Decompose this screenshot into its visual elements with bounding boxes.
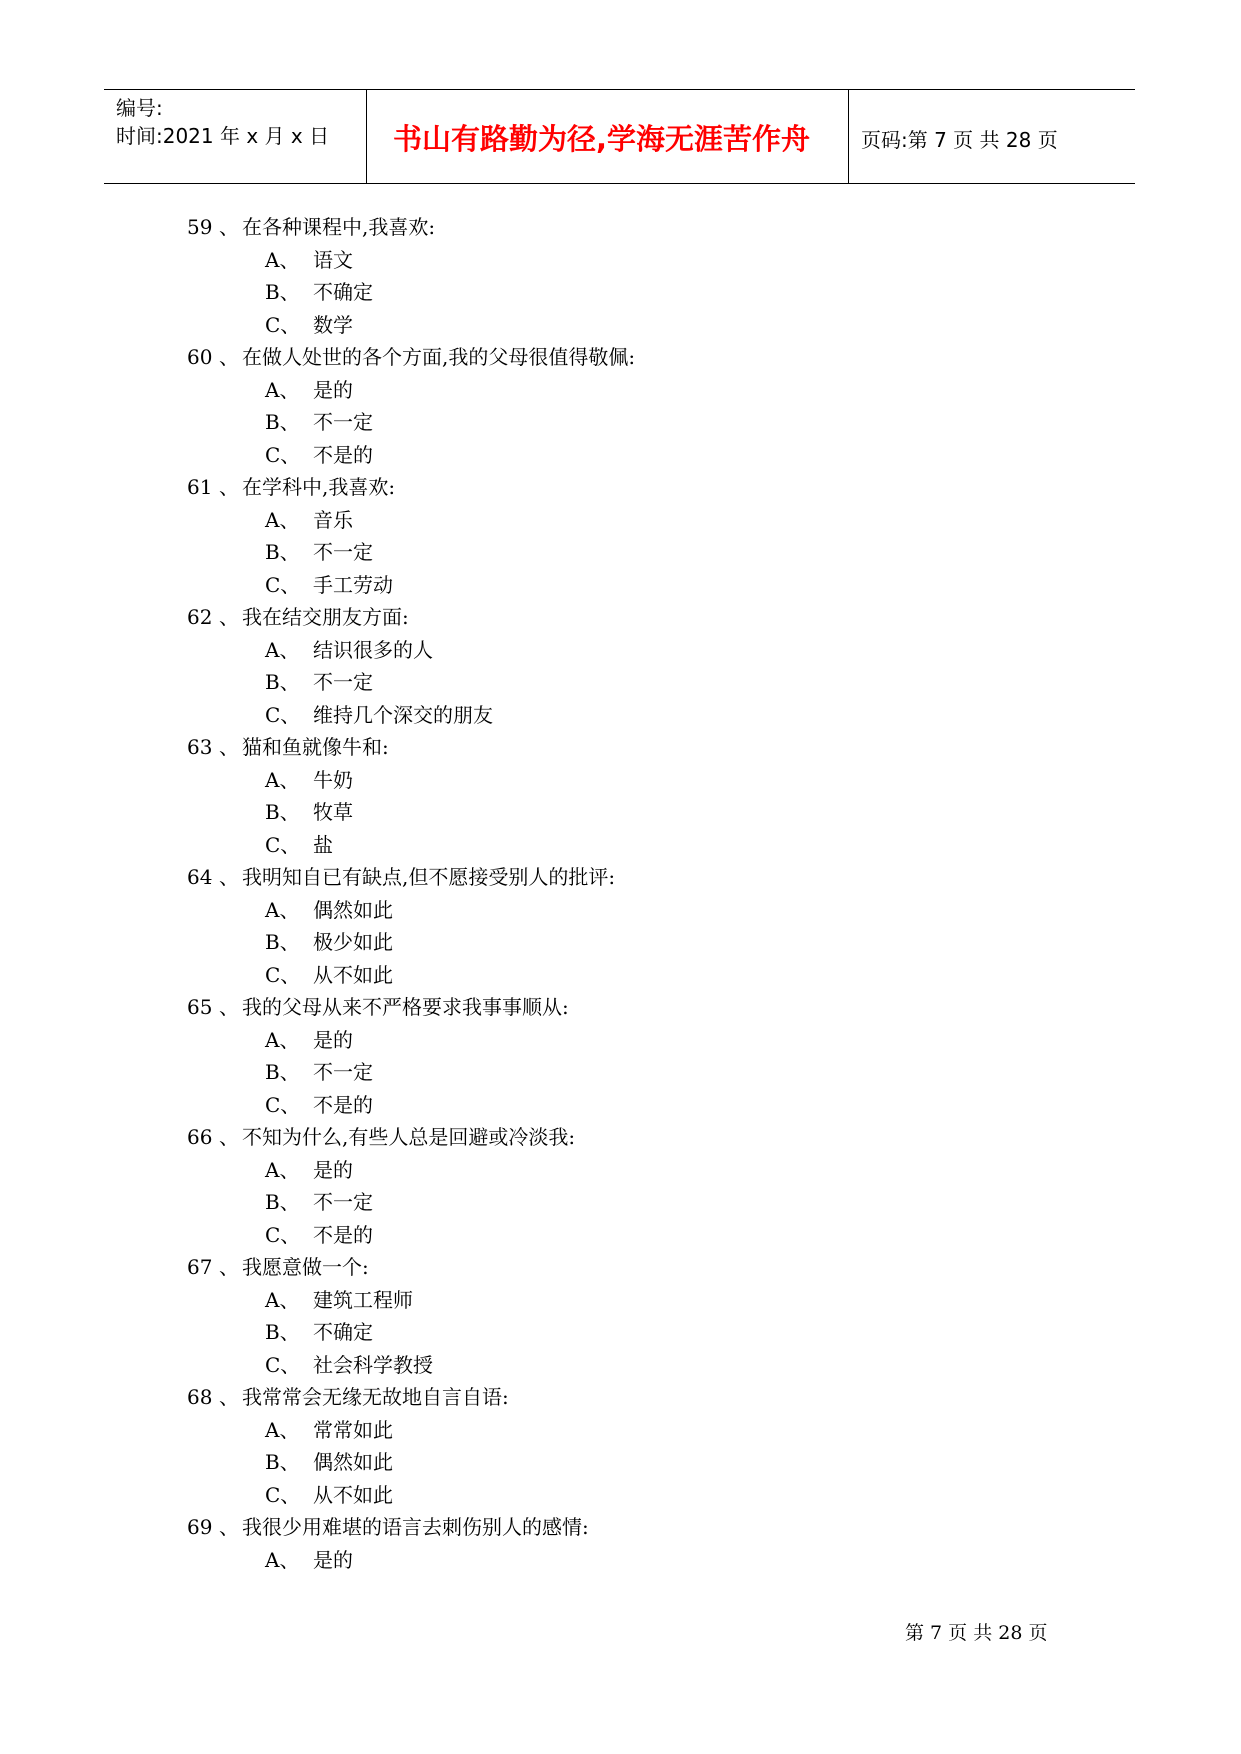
option-label: A、 [265, 897, 300, 922]
option-text: 是的 [313, 1547, 353, 1572]
question-item [187, 1511, 1087, 1576]
answer-option[interactable] [187, 244, 1087, 277]
question-number: 61 [187, 475, 213, 499]
option-label: B、 [265, 410, 300, 434]
question-text: 我明知自已有缺点,但不愿接受别人的批评: [242, 865, 616, 889]
option-label: C、 [265, 1482, 301, 1507]
question-item [187, 601, 1087, 731]
option-text: 偶然如此 [313, 897, 393, 922]
option-text: 建筑工程师 [313, 1287, 413, 1312]
question-text: 我很少用难堪的语言去刺伤别人的感情: [242, 1515, 589, 1539]
motto-text: 书山有路勤为径,学海无涯苦作舟 [393, 122, 811, 156]
question-line [187, 1251, 1087, 1284]
option-label: B、 [265, 1450, 300, 1474]
option-label: B、 [265, 800, 300, 824]
question-item [187, 471, 1087, 601]
question-text: 不知为什么,有些人总是回避或冷淡我: [242, 1125, 576, 1149]
question-line [187, 471, 1087, 504]
answer-option[interactable] [187, 829, 1087, 862]
answer-option[interactable] [187, 1414, 1087, 1447]
question-item [187, 1251, 1087, 1381]
option-text: 不一定 [313, 410, 373, 434]
question-number: 59 [187, 215, 213, 239]
option-label: A、 [265, 507, 300, 532]
question-separator: 、 [219, 345, 239, 369]
answer-option[interactable] [187, 1056, 1087, 1089]
option-label: A、 [265, 247, 300, 272]
option-text: 牧草 [313, 800, 353, 824]
option-label: B、 [265, 280, 300, 304]
option-label: B、 [265, 1320, 300, 1344]
question-text: 我愿意做一个: [242, 1255, 369, 1279]
option-label: C、 [265, 1092, 301, 1117]
option-text: 维持几个深交的朋友 [313, 702, 493, 727]
question-text: 我在结交朋友方面: [242, 605, 409, 629]
question-text: 在各种课程中,我喜欢: [242, 215, 436, 239]
answer-option[interactable] [187, 406, 1087, 439]
answer-option[interactable] [187, 1316, 1087, 1349]
option-label: B、 [265, 1190, 300, 1214]
question-separator: 、 [219, 735, 239, 759]
answer-option[interactable] [187, 1446, 1087, 1479]
question-separator: 、 [219, 1385, 239, 1409]
option-text: 不是的 [313, 1092, 373, 1117]
answer-option[interactable] [187, 1219, 1087, 1252]
question-number: 64 [187, 865, 213, 889]
option-text: 不是的 [313, 442, 373, 467]
option-text: 盐 [313, 832, 333, 857]
question-line [187, 861, 1087, 894]
option-text: 从不如此 [313, 1482, 393, 1507]
option-text: 是的 [313, 1157, 353, 1182]
option-label: A、 [265, 1547, 300, 1572]
answer-option[interactable] [187, 374, 1087, 407]
answer-option[interactable] [187, 699, 1087, 732]
answer-option[interactable] [187, 439, 1087, 472]
question-number: 69 [187, 1515, 213, 1539]
answer-option[interactable] [187, 1349, 1087, 1382]
option-label: C、 [265, 572, 301, 597]
answer-option[interactable] [187, 1479, 1087, 1512]
page-header [104, 89, 1135, 184]
question-line [187, 991, 1087, 1024]
answer-option[interactable] [187, 309, 1087, 342]
answer-option[interactable] [187, 1284, 1087, 1317]
option-text: 不一定 [313, 540, 373, 564]
option-text: 数学 [313, 312, 353, 337]
answer-option[interactable] [187, 764, 1087, 797]
question-text: 猫和鱼就像牛和: [242, 735, 389, 759]
option-text: 不确定 [313, 280, 373, 304]
answer-option[interactable] [187, 569, 1087, 602]
page-footer: 第 7 页 共 28 页 [905, 1622, 1048, 1644]
option-text: 常常如此 [313, 1417, 393, 1442]
option-label: B、 [265, 930, 300, 954]
option-text: 是的 [313, 377, 353, 402]
question-text: 我的父母从来不严格要求我事事顺从: [242, 995, 569, 1019]
answer-option[interactable] [187, 666, 1087, 699]
question-separator: 、 [219, 215, 239, 239]
question-list [187, 211, 1087, 1576]
answer-option[interactable] [187, 276, 1087, 309]
question-separator: 、 [219, 865, 239, 889]
option-text: 手工劳动 [313, 572, 393, 597]
option-text: 不一定 [313, 1060, 373, 1084]
option-label: C、 [265, 442, 301, 467]
question-separator: 、 [219, 1125, 239, 1149]
option-text: 不一定 [313, 670, 373, 694]
answer-option[interactable] [187, 1544, 1087, 1577]
option-text: 不确定 [313, 1320, 373, 1344]
option-label: C、 [265, 962, 301, 987]
question-number: 62 [187, 605, 213, 629]
answer-option[interactable] [187, 959, 1087, 992]
question-line [187, 211, 1087, 244]
option-label: A、 [265, 1417, 300, 1442]
question-text: 在做人处世的各个方面,我的父母很值得敬佩: [242, 345, 636, 369]
option-text: 极少如此 [313, 930, 393, 954]
question-number: 67 [187, 1255, 213, 1279]
answer-option[interactable] [187, 926, 1087, 959]
question-line [187, 601, 1087, 634]
option-label: B、 [265, 1060, 300, 1084]
question-separator: 、 [219, 995, 239, 1019]
question-line [187, 341, 1087, 374]
question-number: 65 [187, 995, 213, 1019]
question-separator: 、 [219, 1255, 239, 1279]
option-label: C、 [265, 832, 301, 857]
option-label: A、 [265, 767, 300, 792]
option-label: A、 [265, 1287, 300, 1312]
page-code: 页码:第 7 页 共 28 页 [861, 128, 1058, 152]
question-separator: 、 [219, 605, 239, 629]
answer-option[interactable] [187, 536, 1087, 569]
question-item [187, 211, 1087, 341]
question-number: 60 [187, 345, 213, 369]
question-item [187, 1381, 1087, 1511]
question-item [187, 991, 1087, 1121]
option-label: A、 [265, 637, 300, 662]
question-line [187, 731, 1087, 764]
question-separator: 、 [219, 1515, 239, 1539]
question-item [187, 731, 1087, 861]
answer-option[interactable] [187, 634, 1087, 667]
answer-option[interactable] [187, 1024, 1087, 1057]
answer-option[interactable] [187, 504, 1087, 537]
question-item [187, 341, 1087, 471]
serial-number-label: 编号: [116, 96, 163, 120]
option-label: C、 [265, 312, 301, 337]
option-label: A、 [265, 377, 300, 402]
question-line [187, 1381, 1087, 1414]
option-label: C、 [265, 1352, 301, 1377]
option-label: A、 [265, 1157, 300, 1182]
option-text: 是的 [313, 1027, 353, 1052]
option-label: C、 [265, 1222, 301, 1247]
answer-option[interactable] [187, 796, 1087, 829]
answer-option[interactable] [187, 1154, 1087, 1187]
question-item [187, 1121, 1087, 1251]
question-separator: 、 [219, 475, 239, 499]
option-label: B、 [265, 670, 300, 694]
option-label: C、 [265, 702, 301, 727]
option-text: 结识很多的人 [313, 637, 433, 662]
question-text: 在学科中,我喜欢: [242, 475, 396, 499]
time-label: 时间:2021 年 x 月 x 日 [116, 124, 330, 148]
header-info-cell [104, 90, 367, 183]
option-text: 社会科学教授 [313, 1352, 433, 1377]
answer-option[interactable] [187, 894, 1087, 927]
option-text: 偶然如此 [313, 1450, 393, 1474]
answer-option[interactable] [187, 1089, 1087, 1122]
question-number: 66 [187, 1125, 213, 1149]
question-number: 68 [187, 1385, 213, 1409]
question-number: 63 [187, 735, 213, 759]
option-text: 从不如此 [313, 962, 393, 987]
question-text: 我常常会无缘无故地自言自语: [242, 1385, 509, 1409]
question-line [187, 1511, 1087, 1544]
option-label: A、 [265, 1027, 300, 1052]
option-text: 不是的 [313, 1222, 373, 1247]
question-line [187, 1121, 1087, 1154]
header-page-cell [849, 90, 1135, 183]
option-text: 牛奶 [313, 767, 353, 792]
option-text: 不一定 [313, 1190, 373, 1214]
option-text: 语文 [313, 247, 353, 272]
header-motto-cell [367, 90, 849, 183]
question-item [187, 861, 1087, 991]
answer-option[interactable] [187, 1186, 1087, 1219]
option-text: 音乐 [313, 507, 353, 532]
option-label: B、 [265, 540, 300, 564]
